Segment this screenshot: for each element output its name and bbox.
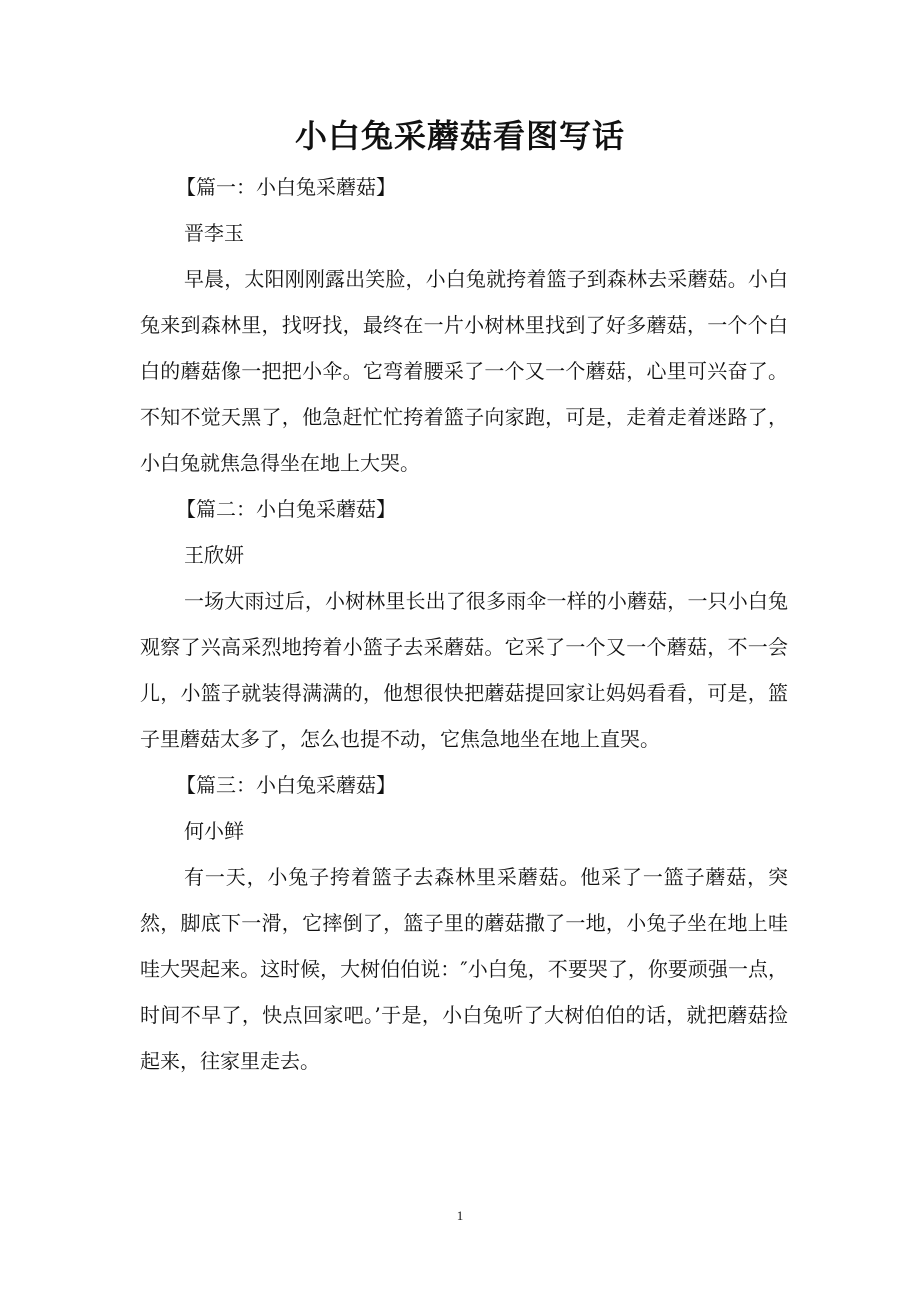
section-1-body: 早晨，太阳刚刚露出笑脸，小白兔就挎着篮子到森林去采蘑菇。小白兔来到森林里，找呀找，最终在一片小树林里找到了好多蘑菇，一个个白白的蘑菇像一把把小伞。它弯着腰采了一个又一个蘑菇，心里可兴奋了。不知不觉天黑了，他急赶忙忙挎着篮子向家跑，可是，走着走着迷路了，小白兔就焦急得坐在地上大哭。 <box>140 267 788 475</box>
section-3-author: 何小鲜 <box>184 819 244 843</box>
section-1-author: 晋李玉 <box>184 221 244 245</box>
page-number: 1 <box>456 1208 464 1223</box>
document-content <box>140 164 788 1084</box>
section-3-body: 有一天，小兔子挎着篮子去森林里采蘑菇。他采了一篮子蘑菇，突然，脚底下一滑，它摔倒了，篮子里的蘑菇撒了一地，小兔子坐在地上哇哇大哭起来。这时候，大树伯伯说：″小白兔，不要哭了，你要顽强一点，时间不早了，快点回家吧。’于是，小白兔听了大树伯伯的话，就把蘑菇捡起来，往家里走去。 <box>140 865 788 1073</box>
section-2-author: 王欣妍 <box>184 543 244 567</box>
section-2-heading: 【篇二：小白兔采蘑菇】 <box>176 497 396 521</box>
document-title: 小白兔采蘑菇看图写话 <box>294 117 625 155</box>
section-3-heading: 【篇三：小白兔采蘑菇】 <box>176 773 396 797</box>
section-2-body: 一场大雨过后，小树林里长出了很多雨伞一样的小蘑菇，一只小白兔观察了兴高采烈地挎着小篮子去采蘑菇。它采了一个又一个蘑菇，不一会儿，小篮子就装得满满的，他想很快把蘑菇提回家让妈妈看看，可是，篮子里蘑菇太多了，怎么也提不动，它焦急地坐在地上直哭。 <box>140 589 788 751</box>
section-1-heading: 【篇一：小白兔采蘑菇】 <box>176 175 396 199</box>
